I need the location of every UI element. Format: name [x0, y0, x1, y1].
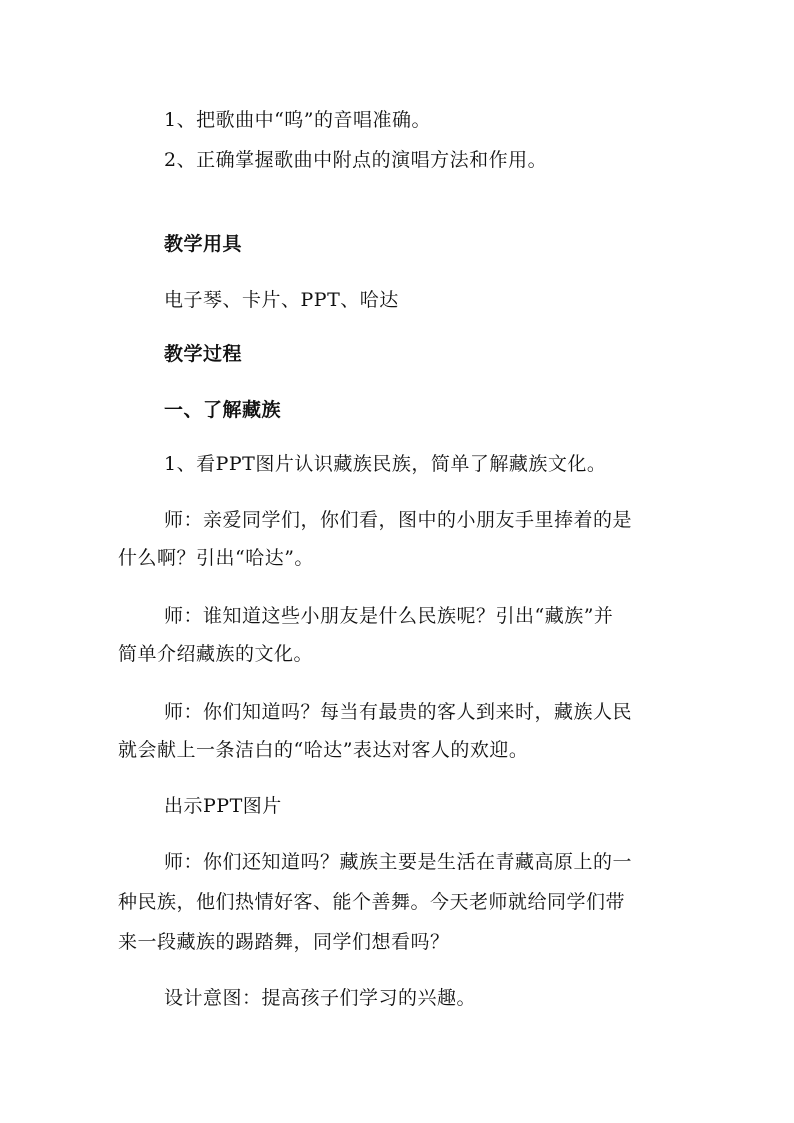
- paragraph-1-line-1: 师：亲爱同学们，你们看，图中的小朋友手里捧着的是: [164, 509, 633, 531]
- section-heading: 一、了解藏族: [164, 399, 282, 421]
- paragraph-4-line-2: 种民族，他们热情好客、能个善舞。今天老师就给同学们带: [118, 891, 626, 913]
- goal-item-2: 2、正确掌握歌曲中附点的演唱方法和作用。: [164, 149, 548, 171]
- paragraph-2-line-2: 简单介绍藏族的文化。: [118, 643, 314, 665]
- tools-heading: 教学用具: [164, 233, 243, 255]
- paragraph-3-line-1: 师：你们知道吗？每当有最贵的客人到来时，藏族人民: [164, 701, 633, 723]
- show-ppt-text: 出示PPT图片: [164, 795, 282, 817]
- goal-item-1: 1、把歌曲中“呜”的音唱准确。: [164, 109, 432, 131]
- tools-text: 电子琴、卡片、PPT、哈达: [164, 289, 399, 311]
- step-1-text: 1、看PPT图片认识藏族民族，简单了解藏族文化。: [164, 453, 607, 475]
- paragraph-4-line-3: 来一段藏族的踢踏舞，同学们想看吗？: [118, 931, 450, 953]
- paragraph-2-line-1: 师：谁知道这些小朋友是什么民族呢？引出“藏族”并: [164, 605, 614, 627]
- process-heading: 教学过程: [164, 343, 243, 365]
- paragraph-1-line-2: 什么啊？引出“哈达”。: [118, 547, 314, 569]
- paragraph-4-line-1: 师：你们还知道吗？藏族主要是生活在青藏高原上的一: [164, 851, 633, 873]
- design-intent-text: 设计意图：提高孩子们学习的兴趣。: [164, 987, 477, 1009]
- paragraph-3-line-2: 就会献上一条洁白的“哈达”表达对客人的欢迎。: [118, 739, 529, 761]
